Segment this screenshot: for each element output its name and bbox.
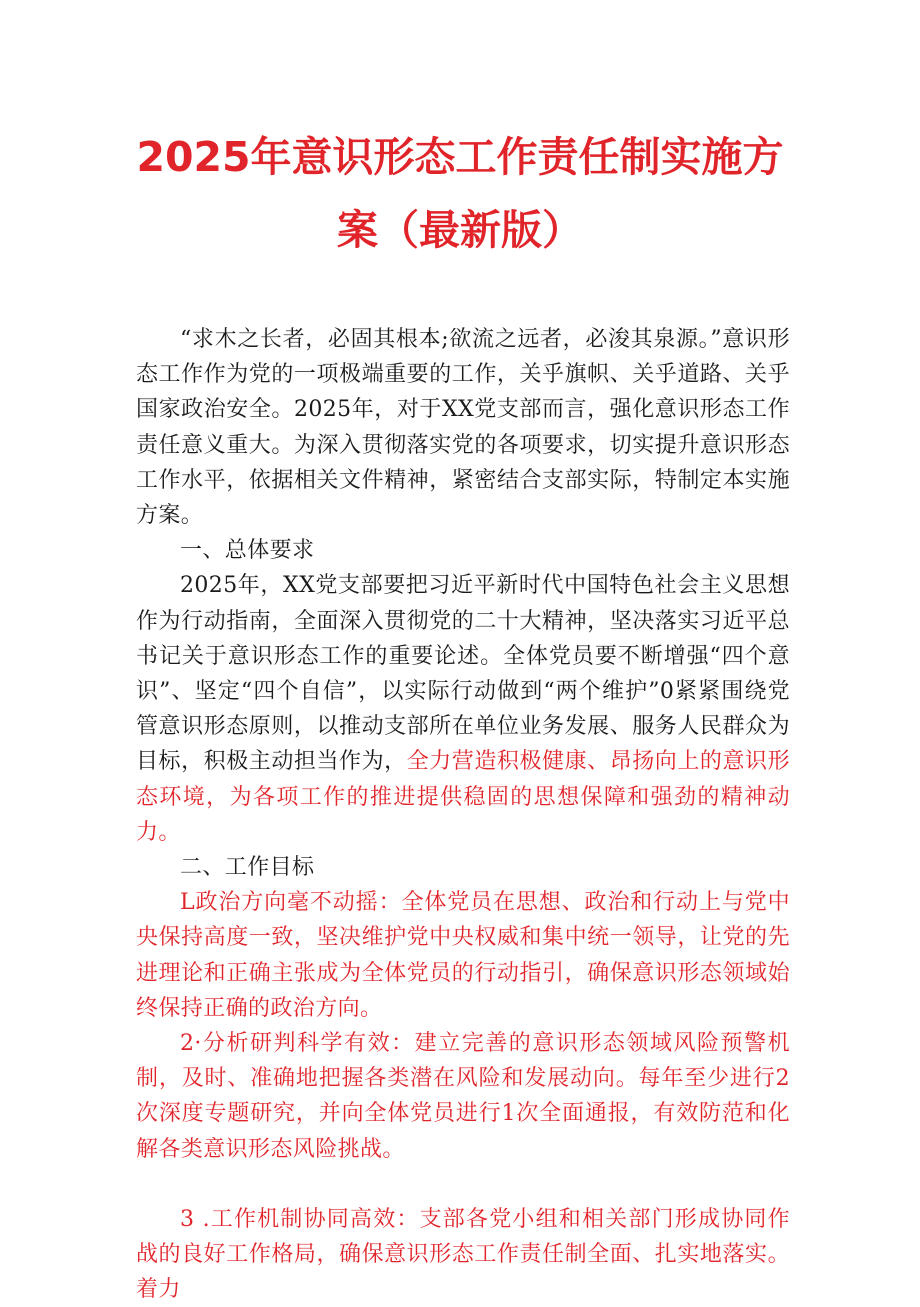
general-requirements-highlight: 全力营造积极健康、昂扬向上的意识形态环境，为各项工作的推进提供稳固的思想保障和强劲的精神动力。 <box>136 749 790 845</box>
document-body <box>136 322 790 1307</box>
general-requirements-paragraph <box>136 568 790 850</box>
goal-item-2: 2·分析研判科学有效：建立完善的意识形态领域风险预警机制，及时、准确地把握各类潜在风险和发展动向。每年至少进行2次深度专题研究，并向全体党员进行1次全面通报，有效防范和化解各类意识形态风险挑战。 <box>136 1031 790 1162</box>
goal-item-3: 3 .工作机制协同高效：支部各党小组和相关部门形成协同作战的良好工作格局，确保意识形态工作责任制全面、扎实地落实。着力 <box>136 1206 790 1303</box>
section-heading-general-requirements: 一、总体要求 <box>180 538 315 564</box>
document-title-line-1: 2025年意识形态工作责任制实施方 <box>136 133 784 181</box>
general-requirements-text: 2025年，XX党支部要把习近平新时代中国特色社会主义思想作为行动指南，全面深入贯彻党的二十大精神，坚决落实习近平总书记关于意识形态工作的重要论述。全体党员要不断增强“四个意识”、坚定“四个自信”，以实际行动做到“两个维护”0紧紧围绕党管意识形态原则，以推动支部所在单位业务发展、服务人民群众为目标，积极主动担当作为， <box>136 573 790 775</box>
goal-item-1: L政治方向毫不动摇：全体党员在思想、政治和行动上与党中央保持高度一致，坚决维护党中央权威和集中统一领导，让党的先进理论和正确主张成为全体党员的行动指引，确保意识形态领域始终保持正确的政治方向。 <box>136 890 790 1021</box>
section-heading-work-goals: 二、工作目标 <box>180 855 315 881</box>
document-title-line-2: 案（最新版） <box>337 206 583 254</box>
paragraph-gap <box>136 1167 790 1202</box>
intro-paragraph: “求木之长者，必固其根本;欲流之远者，必浚其泉源。”意识形态工作作为党的一项极端重要的工作，关乎旗帜、关乎道路、关乎国家政治安全。2025年，对于XX党支部而言，强化意识形态工作责任意义重大。为深入贯彻落实党的各项要求，切实提升意识形态工作水平，依据相关文件精神，紧密结合支部实际，特制定本实施方案。 <box>136 327 790 529</box>
